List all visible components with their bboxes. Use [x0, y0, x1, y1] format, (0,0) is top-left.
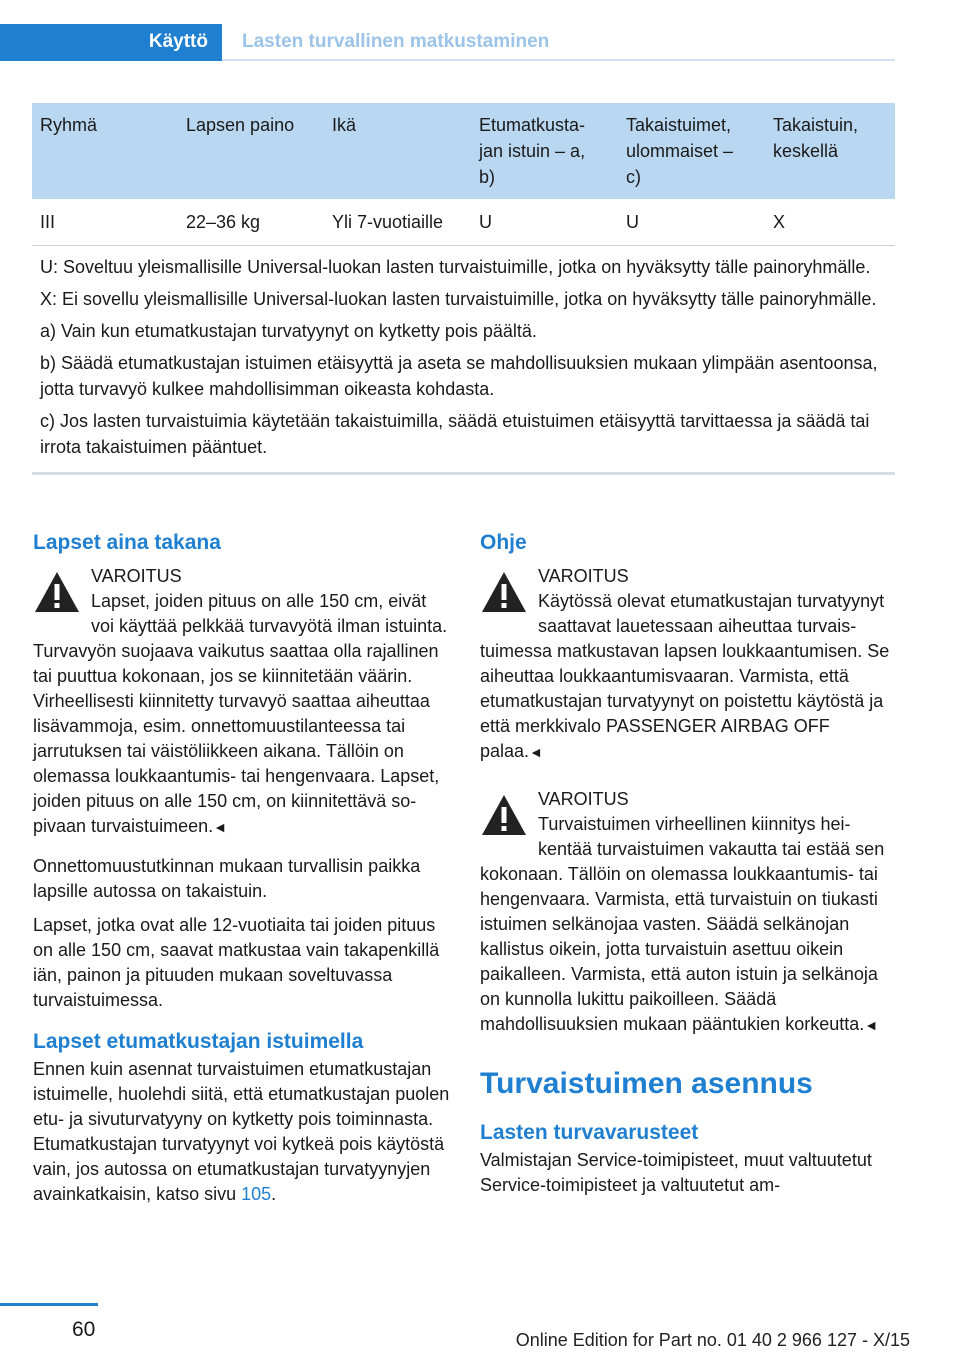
warning-title: VAROITUS — [538, 789, 629, 809]
table-header-row — [32, 103, 895, 199]
table-cell: U — [471, 199, 618, 246]
table-header-cell: Ryhmä — [32, 103, 178, 199]
warning-block — [33, 564, 450, 840]
end-mark: ◄ — [864, 1017, 879, 1033]
table-cell: III — [32, 199, 178, 246]
page-header — [0, 24, 895, 61]
note-u: U: Soveltuu yleismallisille Universal-luokan lasten turvaistuimille, jotka on hyväksytty tälle painoryhmälle. — [40, 257, 871, 277]
table-cell: Yli 7-vuotiaille — [324, 199, 471, 246]
warning-block — [480, 564, 895, 765]
table-header-cell: Takaistuin, keskellä — [765, 103, 895, 199]
note-b: b) Säädä etumatkustajan istuimen etäisyyttä ja aseta se mahdollisuuksien mukaan ylimpään asentoonsa, jotta turvavyö kulkee mahdollisimman oikeasta kohdasta. — [40, 353, 878, 399]
table-header-cell: Etumatkusta- jan istuin – a, b) — [471, 103, 618, 199]
section-heading: Lapset aina takana — [33, 531, 221, 554]
warning-title: VAROITUS — [538, 566, 629, 586]
section-heading: Lapset etumatkustajan istuimella — [33, 1030, 364, 1053]
chapter-title: Turvaistuimen asennus — [480, 1067, 813, 1100]
end-mark: ◄ — [213, 819, 227, 835]
section-heading: Ohje — [480, 531, 527, 554]
warning-text: Turvaistuimen virheellinen kiinnitys heikentää turvaistuimen vakautta tai estää sen kokonaan. Tällöin on olemassa loukkaantumis- tai hengenvaara. Varmista, että turvaistuin on tiukasti istuimen selkänojaa vasten. Säädä selkänojan kallistus oikein, jotta turvaistuin asettuu oikein paikalleen. Varmista, että auton istuin ja selkänoja on kunnolla lukittu paikoilleen. Säädä mahdollisuuksien mukaan pääntukien korkeutta. — [480, 814, 885, 1034]
footer-rule — [0, 1303, 98, 1306]
table-cell: 22–36 kg — [178, 199, 324, 246]
warning-triangle-icon — [480, 570, 528, 614]
right-column — [480, 528, 895, 1207]
header-chapter-title: Lasten turvallinen matkustaminen — [222, 24, 895, 61]
note-c: c) Jos lasten turvaistuimia käytetään takaistuimilla, säädä etuistuimen etäisyyttä tarvittaessa ja säädä tai irrota takaistuimen pääntuet. — [40, 411, 870, 457]
header-section-tab: Käyttö — [0, 24, 222, 61]
table-header-cell: Takaistuimet, ulommaiset – c) — [618, 103, 765, 199]
paragraph: Valmistajan Service-toimipisteet, muut valtuutetut Service-toimipisteet ja valtuutetut am- — [480, 1150, 872, 1195]
paragraph: Lapset, jotka ovat alle 12-vuotiaita tai joiden pituus on alle 150 cm, saavat matkustaa vain takapenkillä iän, painon ja pituuden mukaan soveltuvassa turvaistuimessa. — [33, 915, 440, 1010]
warning-text: Lapset, joiden pituus on alle 150 cm, eivät voi käyttää pelkkää turvavyötä ilman istuinta. Turvavyön suojaava vaikutus saattaa olla rajallinen tai puuttua kokonaan, jos se kiinnitetään väärin. Virheellisesti kiinnitetty turvavyö saattaa aiheuttaa lisävammoja, esim. onnettomuustilanteessa tai jarrutuksen tai väistöliikkeen aikana. Tällöin on olemassa loukkaantumis- tai hengenvaara. Lapset, joiden pituus on alle 150 cm, on kiinnitettävä sopivaan turvaistuimeen. — [33, 591, 448, 836]
table-header-cell: Ikä — [324, 103, 471, 199]
warning-triangle-icon — [33, 570, 81, 614]
paragraph: Onnettomuustutkinnan mukaan turvallisin paikka lapsille autossa on takaistuin. — [33, 856, 421, 901]
warning-text: Käytössä olevat etumatkustajan turvatyynyt saattavat lauetessaan aiheuttaa turvaistuimessa matkustavan lapsen loukkaantumisen. Se aiheuttaa loukkaantumisvaaran. Varmista, että etumatkustajan turvatyynyt on poistettu käytöstä ja että merkkivalo PASSENGER AIRBAG OFF palaa. — [480, 591, 890, 761]
child-seat-table — [32, 103, 895, 475]
warning-title: VAROITUS — [91, 566, 182, 586]
table-cell: X — [765, 199, 895, 246]
table-notes — [32, 246, 895, 474]
table-cell: U — [618, 199, 765, 246]
warning-triangle-icon — [480, 793, 528, 837]
table-header-cell: Lapsen paino — [178, 103, 324, 199]
end-mark: ◄ — [529, 744, 543, 760]
table-notes-row — [32, 246, 895, 474]
note-x: X: Ei sovellu yleismallisille Universal-luokan lasten turvaistuimille, jotka on hyväksytty tälle painoryhmälle. — [40, 289, 877, 309]
page-reference-link[interactable]: 105 — [241, 1184, 272, 1204]
note-a: a) Vain kun etumatkustajan turvatyynyt on kytketty pois päältä. — [40, 321, 537, 341]
table-row — [32, 199, 895, 246]
warning-block — [480, 787, 895, 1038]
page-number: 60 — [72, 1318, 96, 1341]
left-column — [33, 528, 450, 1216]
section-heading: Lasten turvavarusteet — [480, 1121, 699, 1144]
edition-footer: Online Edition for Part no. 01 40 2 966 127 - X/15 — [515, 1330, 910, 1350]
paragraph: Ennen kuin asennat turvaistuimen etumatkustajan istuimelle, huolehdi siitä, että etumatkustajan puolen etu- ja sivuturvatyyny on kytketty pois toiminnasta. Etumatkustajan turvatyynyt voi kytkeä pois käytöstä vain, jos autossa on etumatkustajan turvatyynyjen avainkatkaisin, katso sivu 105. — [33, 1059, 450, 1204]
